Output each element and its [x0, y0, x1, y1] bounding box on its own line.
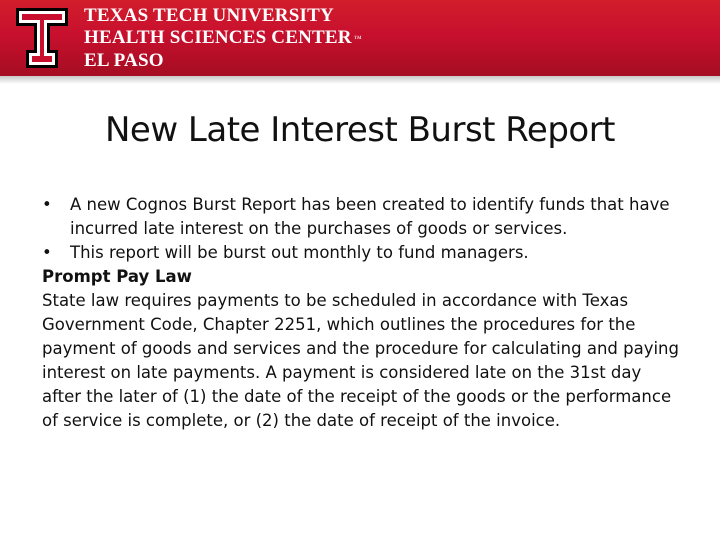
bullet-text: This report will be burst out monthly to fund managers. — [70, 243, 529, 262]
bullet-marker: • — [42, 195, 52, 214]
bullet-text: A new Cognos Burst Report has been created to identify funds that have incurred late interest on the purchases of goods or services. — [70, 195, 670, 238]
section-paragraph: State law requires payments to be scheduled in accordance with Texas Government Code, Chapter 2251, which outlines the procedures for the payment of goods and services and the procedure for calculating and paying interest on late payments. A payment is considered late on the 31st day after the later of (1) the date of the receipt of the goods or the performance of service is complete, or (2) the date of receipt of the invoice. — [42, 291, 679, 430]
slide-title: New Late Interest Burst Report — [104, 110, 616, 150]
header-banner — [0, 0, 720, 76]
double-t-logo-icon — [14, 6, 70, 70]
bullet-item — [42, 193, 682, 241]
banner-shadow — [0, 76, 720, 84]
institution-name — [84, 5, 362, 72]
institution-line-2 — [84, 27, 362, 50]
institution-line-3: EL PASO — [84, 50, 164, 71]
institution-line-2-text: HEALTH SCIENCES CENTER — [84, 27, 352, 48]
section-heading: Prompt Pay Law — [42, 267, 192, 286]
slide-body — [42, 193, 682, 433]
bullet-marker: • — [42, 243, 52, 262]
trademark-symbol: ™ — [353, 34, 362, 43]
bullet-item — [42, 241, 682, 265]
institution-line-1: TEXAS TECH UNIVERSITY — [84, 5, 334, 26]
